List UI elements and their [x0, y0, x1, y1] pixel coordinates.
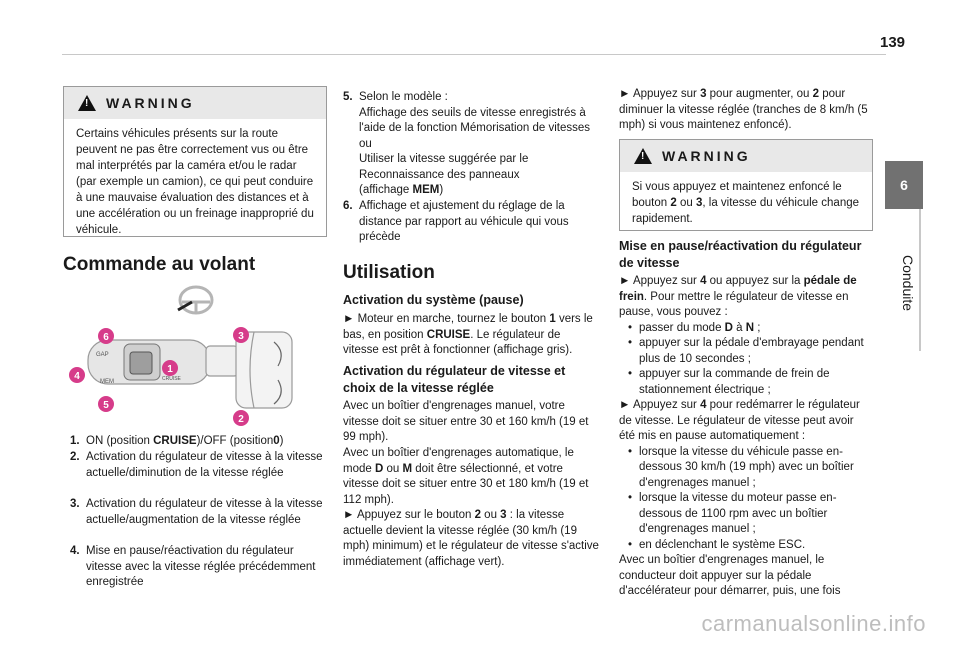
bullet-low-rpm: • lorsque la vitesse du moteur passe en-dessous de 1100 rpm avec un boîtier d'engrenages manuel ;	[619, 491, 871, 538]
page-number: 139	[880, 34, 906, 51]
paragraph-set-speed: ► Appuyez sur le bouton 2 ou 3 : la vitesse actuelle devient la vitesse réglée (30 km/h (19 mph) minimum) et le régulateur de vitesse s'active immédiatement (affichage vert).	[343, 509, 599, 568]
paragraph-manual-gearbox: Avec un boîtier d'engrenages manuel, votre vitesse doit se situer entre 30 et 160 km/h (19 et 99 mph).	[343, 400, 589, 443]
steering-wheel-icon	[180, 287, 212, 313]
warning-triangle-icon: !	[634, 148, 652, 164]
chapter-label: Conduite	[900, 254, 916, 312]
paragraph-pause-block: ► Appuyez sur 4 ou appuyez sur la pédale de frein. Pour mettre le régulateur de vitesse en pause, vous pouvez : • passer du mode D à N ; • appuyer sur la pédale d'embrayage pendant plus de 10 secondes ; • appuyer sur la commande de frein de stationnement électrique ; ► Appuyez sur 4 pour redémarrer le régulateur de vitesse. Le régulateur de vitesse peut avoir été mis en pause automatiquement : • lorsque la vitesse du véhicule passe en-dessous 30 km/h (19 mph) avec un boîtier d'engrenages manuel ; • lorsque la vitesse du moteur passe en-dessous de 1100 rpm avec un boîtier d'engrenages manuel ; • en déclenchant le système ESC. Avec un boîtier d'engrenages manuel, le conducteur doit appuyer sur la pédale d'accélérateur pour démarrer, puis, une fois	[619, 274, 871, 600]
header-rule	[62, 54, 886, 55]
callout-2	[233, 410, 249, 426]
subheading-choix-vitesse: Activation du régulateur de vitesse et choix de la vitesse réglée	[343, 364, 566, 395]
chapter-tab[interactable]	[885, 161, 923, 209]
svg-text:1: 1	[167, 364, 173, 375]
bullet-clutch: • appuyer sur la pédale d'embrayage pendant plus de 10 secondes ;	[619, 336, 871, 367]
warning-box-camera	[63, 86, 327, 237]
paragraph-activation: ► Moteur en marche, tournez le bouton 1 vers le bas, en position CRUISE. Le régulateur de vitesse est prêt à fonctionner (affichage gris).	[343, 313, 593, 356]
paragraph-auto-gearbox: Avec un boîtier d'engrenages automatique, le mode D ou M doit être sélectionné, et votre vitesse doit se situer entre 30 et 180 km/h (19 et 112 mph).	[343, 447, 589, 506]
warning-triangle-icon: !	[78, 95, 96, 111]
subheading-activation: Activation du système (pause)	[343, 293, 524, 307]
warning-box-speed-change	[619, 139, 873, 231]
bullet-low-speed: • lorsque la vitesse du véhicule passe en-dessous 30 km/h (19 mph) avec un boîtier d'engrenages manuel ;	[619, 445, 871, 492]
paragraph-manual-restart: Avec un boîtier d'engrenages manuel, le conducteur doit appuyer sur la pédale d'accélérateur pour démarrer, puis, une fois	[619, 554, 841, 597]
warning-header	[64, 87, 326, 119]
warning-title: WARNING	[106, 95, 195, 111]
paragraph-adjust-speed: ► Appuyez sur 3 pour augmenter, ou 2 pour diminuer la vitesse réglée (tranches de 8 km/h (5 mph) si vous maintenez enfoncé).	[619, 88, 868, 131]
bullet-mode-change: • passer du mode D à N ;	[619, 321, 871, 337]
svg-text:2: 2	[238, 414, 244, 425]
chapter-number: 6	[900, 177, 908, 193]
svg-text:5: 5	[103, 400, 109, 411]
svg-text:4: 4	[74, 371, 80, 382]
svg-text:6: 6	[103, 332, 109, 343]
section-heading-utilisation: Utilisation	[343, 262, 435, 283]
svg-text:GAP: GAP	[96, 352, 109, 358]
callout-4	[69, 367, 85, 383]
callout-3	[233, 327, 249, 343]
subheading-pause: Mise en pause/réactivation du régulateur de vitesse	[619, 239, 862, 270]
svg-text:3: 3	[238, 331, 244, 342]
bullet-parking-brake: • appuyer sur la commande de frein de stationnement électrique ;	[619, 367, 871, 398]
callout-6	[98, 328, 114, 344]
callout-5	[98, 396, 114, 412]
chapter-tab-line	[919, 209, 921, 351]
warning-header	[620, 140, 872, 172]
callout-1	[162, 360, 178, 376]
warning-title: WARNING	[662, 148, 751, 164]
watermark: carmanualsonline.info	[701, 611, 926, 636]
warning-text: Si vous appuyez et maintenez enfoncé le bouton 2 ou 3, la vitesse du véhicule change rapidement.	[632, 181, 860, 225]
warning-text: Certains véhicules présents sur la route peuvent ne pas être correctement vus ou être mal interprétés par la caméra et/ou le radar (par exemple un camion), ce qui peut conduire à une mauvaise évaluation des distances et à une accélération ou un freinage inapproprié du véhicule.	[76, 128, 314, 236]
steering-control-illustration	[66, 282, 306, 428]
bullet-esc: • en déclenchant le système ESC.	[619, 538, 871, 554]
section-heading-commande: Commande au volant	[63, 254, 256, 275]
svg-text:MEM: MEM	[100, 379, 114, 385]
svg-text:CRUISE: CRUISE	[162, 376, 181, 382]
stalk-side-view	[236, 332, 292, 408]
